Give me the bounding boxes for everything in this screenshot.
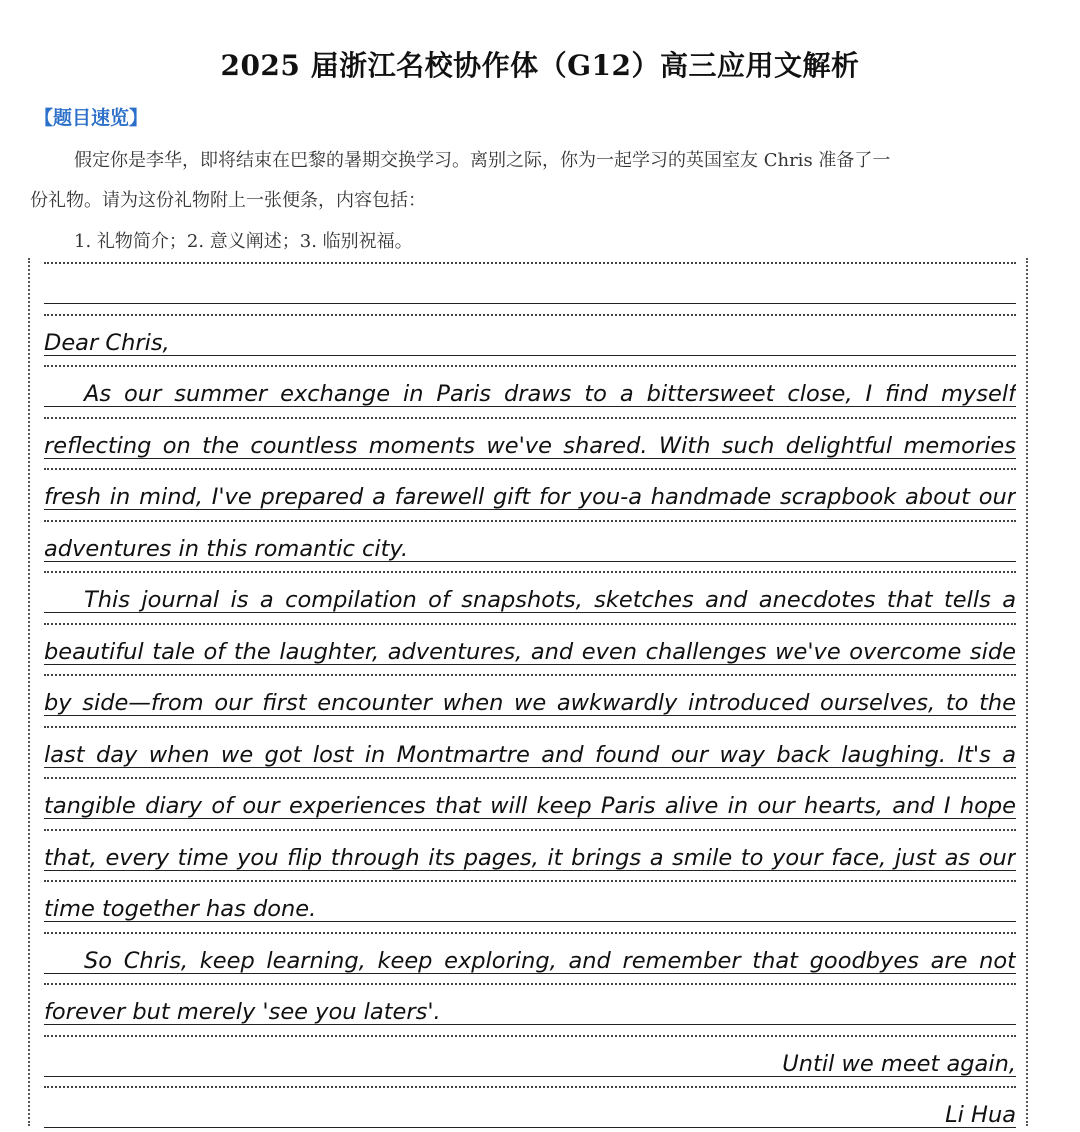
letter-closing: Until we meet again, [782,1050,1016,1077]
letter-line: As our summer exchange in Paris draws to a bittersweet close, I find myself [84,381,1016,407]
ruled-line [44,722,1016,768]
ruled-line [44,258,1016,304]
ruled-line [44,464,1016,510]
ruled-line [44,361,1016,407]
letter-line: This journal is a compilation of snapshots, sketches and anecdotes that tells a [84,587,1016,613]
ruled-line [44,567,1016,613]
prompt-line-1: 假定你是李华，即将结束在巴黎的暑期交换学习。离别之际，你为一起学习的英国室友 Chris 准备了一 [74,150,891,171]
ruled-line [44,928,1016,974]
ruled-line [44,979,1016,1025]
letter-line: reflecting on the countless moments we've shared. With such delightful memories [44,432,1016,459]
letter-line: fresh in mind, I've prepared a farewell gift for you-a handmade scrapbook about our [44,484,1016,510]
letter-line: that, every time you flip through its pages, it brings a smile to your face, just as our [44,844,1016,871]
ruled-line [44,876,1016,922]
letter-line: by side—from our first encounter when we awkwardly introduced ourselves, to the [44,690,1016,716]
letter-line: adventures in this romantic city. [44,535,409,562]
letter-salutation: Dear Chris, [44,329,170,356]
letter-line: last day when we got lost in Montmartre and found our way back laughing. It's a [44,741,1016,768]
ruled-line [44,1082,1016,1128]
ruled-line [44,670,1016,716]
prompt-requirements: 1. 礼物简介；2. 意义阐述；3. 临别祝福。 [74,231,413,252]
ruled-line [44,516,1016,562]
letter-line: forever but merely 'see you laters'. [44,999,441,1025]
letter-line: tangible diary of our experiences that will keep Paris alive in our hearts, and I hope [44,793,1016,819]
page-title: 2025 届浙江名校协作体（G12）高三应用文解析 [220,49,860,82]
ruled-line [44,413,1016,459]
ruled-line [44,773,1016,819]
ruled-line [44,1031,1016,1077]
ruled-line [44,310,1016,356]
section-heading: 【题目速览】 [34,107,149,129]
ruled-line [44,619,1016,665]
ruled-line [44,825,1016,871]
answer-sheet [28,258,1028,1126]
letter-line: time together has done. [44,896,317,922]
letter-line: So Chris, keep learning, keep exploring, and remember that goodbyes are not [84,947,1016,974]
letter-line: beautiful tale of the laughter, adventures, and even challenges we've overcome side [44,638,1016,665]
letter-signature: Li Hua [945,1102,1016,1128]
prompt-line-2: 份礼物。请为这份礼物附上一张便条，内容包括： [30,190,426,211]
